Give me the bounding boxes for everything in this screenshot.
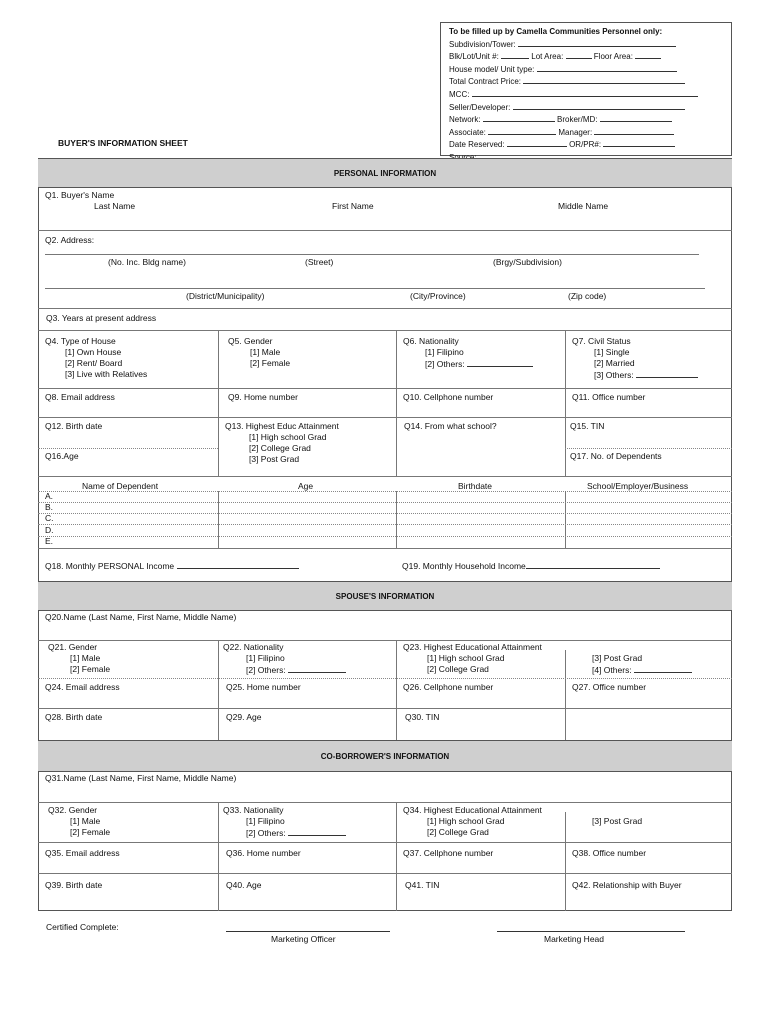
house-model-label: House model/ Unit type: — [449, 64, 535, 74]
divider — [565, 448, 732, 449]
q30-label: Q30. TIN — [405, 712, 440, 722]
q29-label: Q29. Age — [226, 712, 262, 722]
col-divider — [218, 491, 219, 548]
dep-header-age: Age — [298, 481, 314, 491]
q33-others-field[interactable] — [288, 827, 346, 836]
q32-option-1[interactable]: [1] Male — [70, 816, 101, 826]
q42-label: Q42. Relationship with Buyer — [572, 880, 682, 890]
lot-area-field[interactable] — [566, 50, 592, 59]
col-divider — [565, 330, 566, 476]
divider — [38, 513, 732, 514]
q19-field[interactable] — [526, 560, 660, 569]
q22-option-1[interactable]: [1] Filipino — [246, 653, 285, 663]
q13-option-3[interactable]: [3] Post Grad — [249, 454, 300, 464]
q6-label: Q6. Nationality — [403, 336, 459, 346]
blk-label: Blk/Lot/Unit #: — [449, 52, 499, 62]
divider — [38, 330, 732, 331]
q19-row — [402, 560, 660, 571]
divider — [38, 524, 732, 525]
q20-label: Q20.Name (Last Name, First Name, Middle Name) — [45, 612, 237, 622]
q22-option-2-label: [2] Others: — [246, 665, 286, 675]
floor-area-label: Floor Area: — [593, 52, 633, 62]
marketing-head-label: Marketing Head — [544, 934, 605, 944]
q7-option-2[interactable]: [2] Married — [594, 358, 635, 368]
network-field[interactable] — [483, 113, 555, 122]
personal-info-header: PERSONAL INFORMATION — [38, 158, 732, 188]
q41-label: Q41. TIN — [405, 880, 440, 890]
q25-label: Q25. Home number — [226, 682, 301, 692]
broker-field[interactable] — [600, 113, 672, 122]
col-divider — [565, 491, 566, 548]
district-label: (District/Municipality) — [186, 291, 265, 301]
q8-label: Q8. Email address — [45, 392, 115, 402]
personnel-box — [440, 22, 732, 156]
divider — [38, 548, 732, 549]
subdivision-label: Subdivision/Tower: — [449, 39, 516, 49]
divider — [38, 536, 732, 537]
q39-label: Q39. Birth date — [45, 880, 103, 890]
personnel-title: To be filled up by Camella Communities Personnel only: — [449, 27, 663, 36]
dep-row-label: A. — [45, 491, 54, 501]
last-name-label: Last Name — [94, 201, 136, 211]
col-divider — [218, 802, 219, 911]
q1-label: Q1. Buyer's Name — [45, 190, 115, 200]
col-divider — [396, 802, 397, 911]
broker-label: Broker/MD: — [557, 115, 598, 125]
q23-others-field[interactable] — [634, 664, 692, 673]
marketing-head-signature-line[interactable] — [497, 931, 685, 932]
q4-option-1[interactable]: [1] Own House — [65, 347, 122, 357]
q33-option-2-label: [2] Others: — [246, 828, 286, 838]
divider — [38, 842, 732, 843]
bldg-label: (No. Inc. Bldg name) — [108, 257, 186, 267]
q40-label: Q40. Age — [226, 880, 262, 890]
divider — [38, 502, 732, 503]
q5-option-1[interactable]: [1] Male — [250, 347, 281, 357]
middle-name-label: Middle Name — [558, 201, 609, 211]
date-reserved-label: Date Reserved: — [449, 140, 505, 150]
dep-header-birthdate: Birthdate — [458, 481, 493, 491]
street-label: (Street) — [305, 257, 334, 267]
mcc-label: MCC: — [449, 89, 470, 99]
q37-label: Q37. Cellphone number — [403, 848, 494, 858]
house-model-field[interactable] — [537, 63, 677, 72]
q5-option-2[interactable]: [2] Female — [250, 358, 291, 368]
q17-label: Q17. No. of Dependents — [570, 451, 662, 461]
divider — [38, 476, 732, 477]
address-line-1[interactable] — [45, 254, 699, 255]
q23-option-4-label: [4] Others: — [592, 665, 632, 675]
form-border — [38, 158, 732, 911]
col-divider — [218, 330, 219, 476]
q34-label: Q34. Highest Educational Attainment — [403, 805, 542, 815]
address-line-2[interactable] — [45, 288, 705, 289]
q7-option-1[interactable]: [1] Single — [594, 347, 630, 357]
q7-option-3[interactable] — [594, 369, 698, 380]
divider — [38, 308, 732, 309]
q6-option-2[interactable] — [425, 358, 533, 369]
divider — [38, 448, 218, 449]
q21-label: Q21. Gender — [48, 642, 98, 652]
col-divider — [396, 330, 397, 476]
q2-label: Q2. Address: — [45, 235, 95, 245]
q38-label: Q38. Office number — [572, 848, 647, 858]
q36-label: Q36. Home number — [226, 848, 301, 858]
q22-option-2[interactable] — [246, 664, 346, 675]
q24-label: Q24. Email address — [45, 682, 120, 692]
seller-label: Seller/Developer: — [449, 102, 511, 112]
sheet-title: BUYER'S INFORMATION SHEET — [58, 138, 188, 148]
divider — [38, 491, 732, 492]
q26-label: Q26. Cellphone number — [403, 682, 494, 692]
subdivision-field[interactable] — [518, 38, 676, 47]
q4-option-3[interactable]: [3] Live with Relatives — [65, 369, 148, 379]
q19-label: Q19. Monthly Household Income — [402, 561, 526, 571]
q10-label: Q10. Cellphone number — [403, 392, 494, 402]
q15-label: Q15. TIN — [570, 421, 605, 431]
col-divider — [396, 640, 397, 740]
q6-others-field[interactable] — [467, 358, 533, 367]
q12-label: Q12. Birth date — [45, 421, 103, 431]
divider — [38, 802, 732, 803]
col-divider — [565, 812, 566, 911]
q22-label: Q22. Nationality — [223, 642, 284, 652]
associate-label: Associate: — [449, 127, 486, 137]
associate-field[interactable] — [488, 126, 556, 135]
q13-label: Q13. Highest Educ Attainment — [225, 421, 339, 431]
q34-option-1[interactable]: [1] High school Grad — [427, 816, 505, 826]
q35-label: Q35. Email address — [45, 848, 120, 858]
or-pr-label: OR/PR#: — [569, 140, 602, 150]
q34-option-3[interactable]: [3] Post Grad — [592, 816, 643, 826]
q22-others-field[interactable] — [288, 664, 346, 673]
q16-label: Q16.Age — [45, 451, 79, 461]
q4-label: Q4. Type of House — [45, 336, 116, 346]
q23-option-1[interactable]: [1] High school Grad — [427, 653, 505, 663]
q21-option-1[interactable]: [1] Male — [70, 653, 101, 663]
spouse-info-header: SPOUSE'S INFORMATION — [38, 581, 732, 611]
q13-option-1[interactable]: [1] High school Grad — [249, 432, 327, 442]
col-divider — [218, 640, 219, 740]
dep-row-label: D. — [45, 525, 54, 535]
brgy-label: (Brgy/Subdivision) — [493, 257, 562, 267]
tcp-label: Total Contract Price: — [449, 77, 522, 87]
network-label: Network: — [449, 115, 481, 125]
q33-label: Q33. Nationality — [223, 805, 284, 815]
manager-field[interactable] — [594, 126, 674, 135]
dep-row-label: E. — [45, 536, 54, 546]
q3-label: Q3. Years at present address — [46, 313, 157, 323]
q11-label: Q11. Office number — [572, 392, 646, 402]
q14-label: Q14. From what school? — [404, 421, 497, 431]
q32-option-2[interactable]: [2] Female — [70, 827, 111, 837]
q23-label: Q23. Highest Educational Attainment — [403, 642, 542, 652]
q6-option-1[interactable]: [1] Filipino — [425, 347, 464, 357]
blk-field[interactable] — [501, 50, 529, 59]
q23-option-3[interactable]: [3] Post Grad — [592, 653, 643, 663]
divider — [38, 708, 732, 709]
coborrower-info-header: CO-BORROWER'S INFORMATION — [38, 740, 732, 772]
marketing-officer-signature-line[interactable] — [226, 931, 390, 932]
q32-label: Q32. Gender — [48, 805, 98, 815]
dep-row-label: C. — [45, 513, 54, 523]
q18-row — [45, 560, 299, 571]
q23-option-2[interactable]: [2] College Grad — [427, 664, 489, 674]
q5-label: Q5. Gender — [228, 336, 273, 346]
q7-label: Q7. Civil Status — [572, 336, 631, 346]
q9-label: Q9. Home number — [228, 392, 298, 402]
mcc-field[interactable] — [472, 88, 698, 97]
q28-label: Q28. Birth date — [45, 712, 103, 722]
divider — [38, 388, 732, 389]
divider — [38, 417, 732, 418]
marketing-officer-label: Marketing Officer — [271, 934, 336, 944]
q6-option-2-label: [2] Others: — [425, 359, 465, 369]
q7-option-3-label: [3] Others: — [594, 370, 634, 380]
q34-option-2[interactable]: [2] College Grad — [427, 827, 489, 837]
q33-option-2[interactable] — [246, 827, 346, 838]
lot-area-label: Lot Area: — [531, 52, 564, 62]
q7-others-field[interactable] — [636, 369, 698, 378]
certified-label: Certified Complete: — [46, 922, 119, 932]
q23-option-4[interactable] — [592, 664, 692, 675]
divider — [38, 230, 732, 231]
seller-field[interactable] — [513, 101, 685, 110]
tcp-field[interactable] — [523, 75, 685, 84]
dep-header-school: School/Employer/Business — [587, 481, 689, 491]
date-reserved-field[interactable] — [507, 138, 567, 147]
q13-option-2[interactable]: [2] College Grad — [249, 443, 311, 453]
first-name-label: First Name — [332, 201, 374, 211]
floor-area-field[interactable] — [635, 50, 661, 59]
q27-label: Q27. Office number — [572, 682, 647, 692]
manager-label: Manager: — [558, 127, 593, 137]
q21-option-2[interactable]: [2] Female — [70, 664, 111, 674]
q18-label: Q18. Monthly PERSONAL Income — [45, 561, 175, 571]
dep-row-label: B. — [45, 502, 54, 512]
or-pr-field[interactable] — [603, 138, 675, 147]
divider — [38, 873, 732, 874]
q18-field[interactable] — [177, 560, 299, 569]
dep-header-name: Name of Dependent — [82, 481, 159, 491]
divider — [38, 640, 732, 641]
col-divider — [565, 650, 566, 740]
q4-option-2[interactable]: [2] Rent/ Board — [65, 358, 123, 368]
divider — [38, 678, 732, 679]
city-label: (City/Province) — [410, 291, 466, 301]
col-divider — [396, 491, 397, 548]
q31-label: Q31.Name (Last Name, First Name, Middle Name) — [45, 773, 237, 783]
q33-option-1[interactable]: [1] Filipino — [246, 816, 285, 826]
zip-label: (Zip code) — [568, 291, 607, 301]
